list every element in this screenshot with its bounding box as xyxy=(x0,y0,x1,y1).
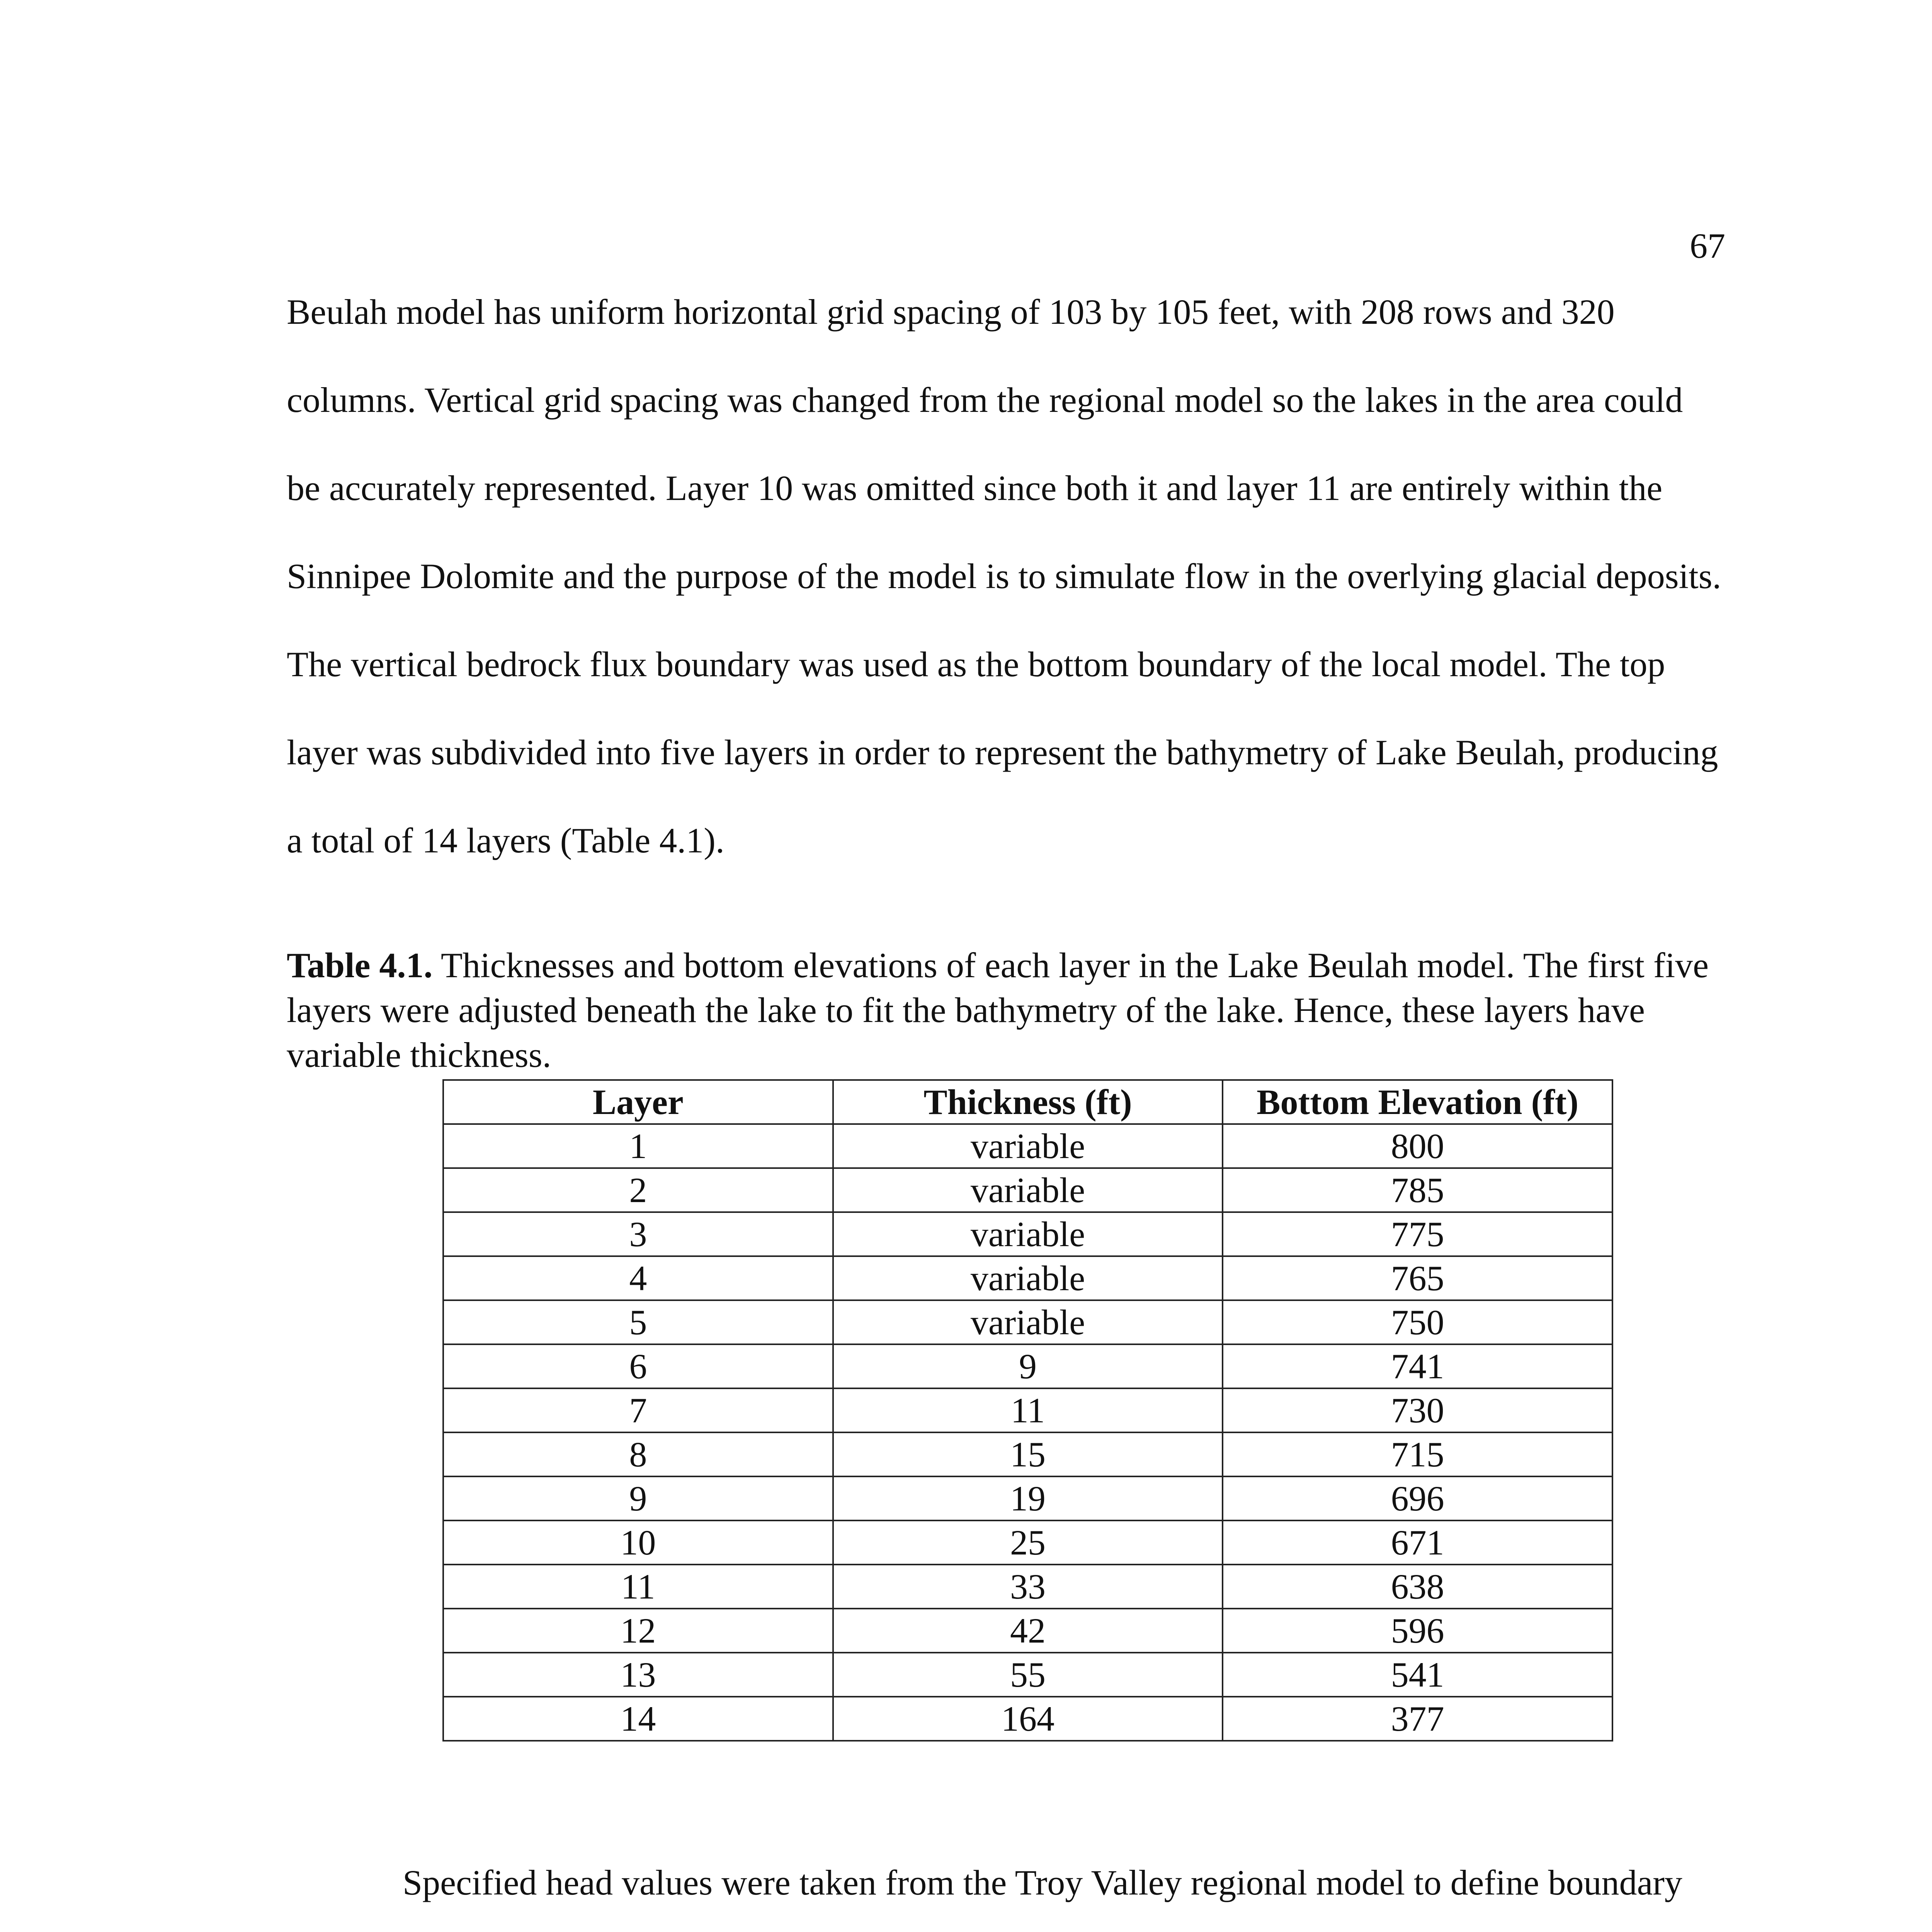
cell-bottom-elevation: 596 xyxy=(1223,1609,1612,1653)
table-row xyxy=(443,1124,1612,1168)
layer-table xyxy=(442,1079,1613,1742)
table-row xyxy=(443,1653,1612,1697)
cell-layer: 3 xyxy=(443,1212,833,1256)
cell-layer: 12 xyxy=(443,1609,833,1653)
table-row xyxy=(443,1300,1612,1344)
cell-layer: 8 xyxy=(443,1432,833,1476)
cell-bottom-elevation: 715 xyxy=(1223,1432,1612,1476)
cell-thickness: 42 xyxy=(833,1609,1223,1653)
cell-layer: 7 xyxy=(443,1388,833,1432)
table-row xyxy=(443,1256,1612,1300)
cell-thickness: variable xyxy=(833,1212,1223,1256)
cell-bottom-elevation: 671 xyxy=(1223,1520,1612,1565)
body-paragraph-1: Beulah model has uniform horizontal grid spacing of 103 by 105 feet, with 208 rows and 320 columns. Vertical grid spacing was changed from the regional model so the lakes in the area could be accurately represented. Layer 10 was omitted since both it and layer 11 are entirely within the Sinnipee Dolomite and the purpose of the model is to simulate flow in the overlying glacial deposits. The vertical bedrock flux boundary was used as the bottom boundary of the local model. The top layer was subdivided into five layers in order to represent the bathymetry of Lake Beulah, producing a total of 14 layers (Table 4.1). xyxy=(287,292,1721,860)
table-row xyxy=(443,1476,1612,1520)
cell-bottom-elevation: 750 xyxy=(1223,1300,1612,1344)
cell-thickness: 55 xyxy=(833,1653,1223,1697)
cell-bottom-elevation: 541 xyxy=(1223,1653,1612,1697)
body-paragraph-2: Specified head values were taken from the Troy Valley regional model to define boundary xyxy=(403,1863,1682,1902)
cell-thickness: variable xyxy=(833,1124,1223,1168)
cell-layer: 1 xyxy=(443,1124,833,1168)
cell-layer: 11 xyxy=(443,1565,833,1609)
cell-layer: 9 xyxy=(443,1476,833,1520)
table-caption-label: Table 4.1. xyxy=(287,946,433,985)
cell-layer: 2 xyxy=(443,1168,833,1212)
cell-layer: 5 xyxy=(443,1300,833,1344)
header-thickness: Thickness (ft) xyxy=(833,1080,1223,1124)
cell-thickness: variable xyxy=(833,1256,1223,1300)
table-row xyxy=(443,1168,1612,1212)
cell-bottom-elevation: 775 xyxy=(1223,1212,1612,1256)
cell-thickness: variable xyxy=(833,1168,1223,1212)
table-row xyxy=(443,1520,1612,1565)
cell-thickness: 33 xyxy=(833,1565,1223,1609)
cell-bottom-elevation: 730 xyxy=(1223,1388,1612,1432)
cell-thickness: 11 xyxy=(833,1388,1223,1432)
cell-layer: 14 xyxy=(443,1697,833,1741)
cell-layer: 6 xyxy=(443,1344,833,1388)
cell-layer: 4 xyxy=(443,1256,833,1300)
cell-thickness: 15 xyxy=(833,1432,1223,1476)
table-row xyxy=(443,1609,1612,1653)
table-row xyxy=(443,1697,1612,1741)
table-caption-text: Thicknesses and bottom elevations of each layer in the Lake Beulah model. The first five layers were adjusted beneath the lake to fit the bathymetry of the lake. Hence, these layers have variable thickness. xyxy=(287,946,1709,1075)
cell-thickness: variable xyxy=(833,1300,1223,1344)
table-row xyxy=(443,1388,1612,1432)
cell-bottom-elevation: 377 xyxy=(1223,1697,1612,1741)
table-row xyxy=(443,1344,1612,1388)
table-header-row xyxy=(443,1080,1612,1124)
cell-bottom-elevation: 785 xyxy=(1223,1168,1612,1212)
cell-thickness: 9 xyxy=(833,1344,1223,1388)
table-row xyxy=(443,1212,1612,1256)
table-row xyxy=(443,1565,1612,1609)
cell-layer: 10 xyxy=(443,1520,833,1565)
table-row xyxy=(443,1432,1612,1476)
cell-thickness: 19 xyxy=(833,1476,1223,1520)
cell-bottom-elevation: 696 xyxy=(1223,1476,1612,1520)
table-caption xyxy=(287,943,1724,1077)
cell-bottom-elevation: 638 xyxy=(1223,1565,1612,1609)
cell-bottom-elevation: 800 xyxy=(1223,1124,1612,1168)
header-layer: Layer xyxy=(443,1080,833,1124)
cell-layer: 13 xyxy=(443,1653,833,1697)
cell-bottom-elevation: 765 xyxy=(1223,1256,1612,1300)
cell-bottom-elevation: 741 xyxy=(1223,1344,1612,1388)
header-bottom-elevation: Bottom Elevation (ft) xyxy=(1223,1080,1612,1124)
page-number: 67 xyxy=(1690,226,1725,265)
cell-thickness: 164 xyxy=(833,1697,1223,1741)
cell-thickness: 25 xyxy=(833,1520,1223,1565)
